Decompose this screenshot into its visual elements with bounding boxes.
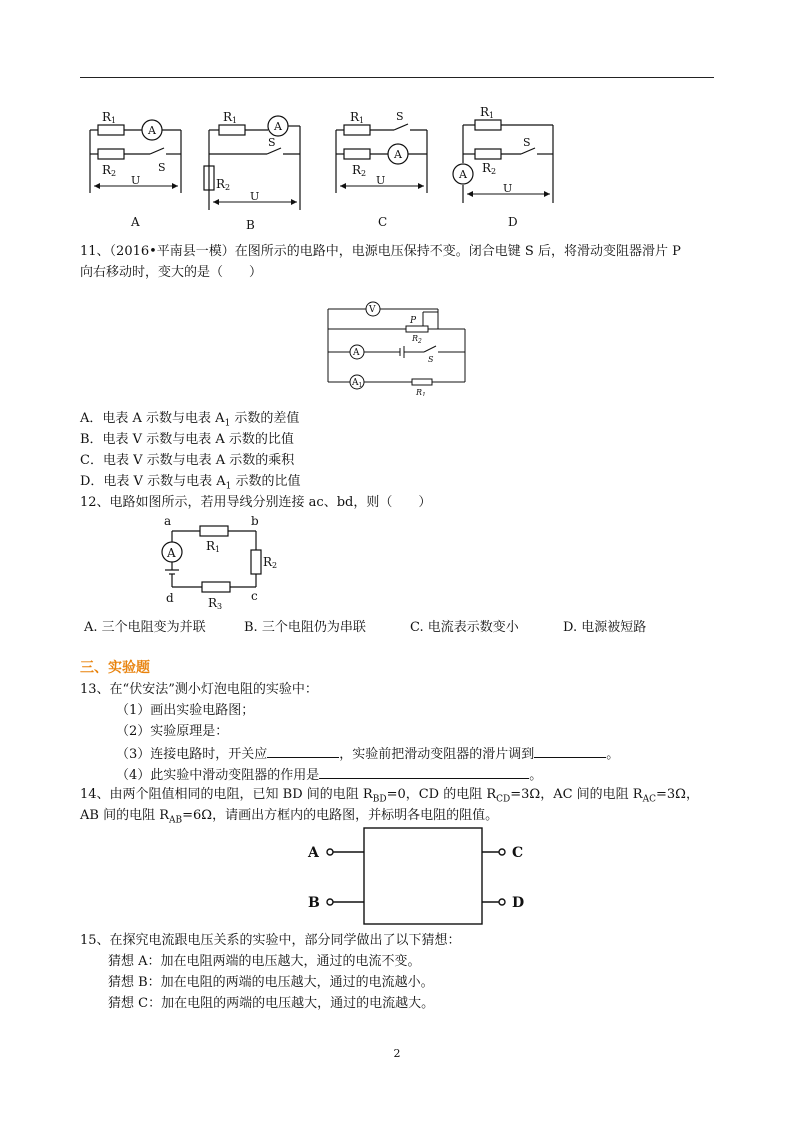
- section-title-experiment: 三、实验题: [80, 660, 150, 676]
- q15-stem: 15、在探究电流跟电压关系的实验中，部分同学做出了以下猜想：: [80, 933, 461, 948]
- q12-option-c: C. 电流表示数变小: [410, 620, 519, 635]
- q15-guess-a: 猜想 A：加在电阻两端的电压越大，通过的电流不变。: [108, 954, 421, 969]
- circuit-b-r1-label: R1: [223, 110, 238, 125]
- q12-circuit-diagram: [150, 512, 290, 616]
- circuit-d-switch-label: S: [523, 136, 531, 149]
- circuit-b-u-label: U: [250, 190, 260, 203]
- q14-terminal-c: C: [512, 845, 524, 861]
- q13-item-3: （3）连接电路时，开关应 ，实验前把滑动变阻器的滑片调到 。: [116, 744, 619, 764]
- q14-black-box: [364, 828, 482, 924]
- circuit-a-ammeter-label: A: [148, 124, 156, 137]
- q13-blank-role[interactable]: [319, 765, 529, 779]
- q11-r1-label: $R_1$: [416, 388, 426, 396]
- circuit-c-u-label: U: [376, 174, 386, 187]
- circuit-c-ammeter-label: A: [394, 148, 402, 161]
- q11-option-b: B．电表 V 示数与电表 A 示数的比值: [80, 432, 294, 447]
- q12-ammeter-label: A: [167, 546, 176, 560]
- q12-node-b: b: [251, 514, 259, 528]
- q11-r2-label: $R_2$: [412, 334, 422, 345]
- circuit-c-letter: C: [378, 215, 388, 229]
- q11-p-label: P: [410, 316, 417, 326]
- circuit-a-u-label: U: [131, 174, 141, 187]
- q14-terminal-b: B: [308, 895, 320, 911]
- q12-option-b: B. 三个电阻仍为串联: [244, 620, 366, 635]
- q12-option-a: A. 三个电阻变为并联: [84, 620, 206, 635]
- q12-r2-label: R2: [263, 555, 278, 570]
- q13-stem: 13、在“伏安法”测小灯泡电阻的实验中：: [80, 682, 318, 697]
- q14-line2: AB 间的电阻 $R_{AB}=6\Omega$，请画出方框内的电路图，并标明各电阻的阻值。: [80, 808, 499, 826]
- circuit-a-switch-label: S: [158, 161, 166, 174]
- circuit-d-r2-label: R2: [482, 161, 497, 176]
- circuit-b-letter: B: [246, 218, 255, 232]
- circuit-a-r2-label: R2: [102, 163, 117, 178]
- q11-s-label: S: [428, 355, 434, 364]
- circuit-c-r1-label: R1: [350, 110, 365, 125]
- q13-blank-slider[interactable]: [534, 744, 606, 758]
- q12-node-c: c: [251, 589, 258, 603]
- circuit-b-ammeter-label: A: [274, 120, 282, 133]
- q12-node-a: a: [164, 514, 172, 528]
- circuit-c-r2-label: R2: [352, 163, 367, 178]
- circuit-d-letter: D: [508, 215, 518, 229]
- q12-node-d: d: [166, 591, 174, 605]
- q12-r3-label: R3: [208, 596, 223, 611]
- circuit-d-u-label: U: [503, 182, 513, 195]
- circuit-b-switch-label: S: [268, 136, 276, 149]
- circuit-a-r1-label: R1: [102, 110, 117, 125]
- circuit-c-switch-label: S: [396, 110, 404, 123]
- q14-line1: 14、由两个阻值相同的电阻，已知 BD 间的电阻 $R_{BD}=0$，CD 的电阻 $R_{CD}=3\Omega$，AC 间的电阻 $R_{AC}=3\Omega$，: [80, 787, 699, 805]
- q11-a-label: A: [353, 348, 360, 358]
- q11-v-label: V: [369, 305, 376, 315]
- q11-a1-label: $A_1$: [352, 378, 363, 389]
- q13-blank-switch[interactable]: [267, 744, 339, 758]
- q11-line2: 向右移动时，变大的是（ ）: [80, 265, 263, 280]
- q14-terminal-d: D: [512, 895, 525, 911]
- top-circuits-figure: [80, 98, 570, 234]
- circuit-d-ammeter-label: A: [459, 168, 467, 181]
- q12-option-d: D. 电源被短路: [563, 620, 647, 635]
- q13-item-1: （1）画出实验电路图；: [116, 703, 255, 718]
- q13-item-4: （4）此实验中滑动变阻器的作用是 。: [116, 765, 542, 785]
- q14-terminal-a: A: [308, 845, 319, 861]
- q11-option-c: C．电表 V 示数与电表 A 示数的乘积: [80, 453, 295, 468]
- q11-option-d: D．电表 V 示数与电表 $A_1$ 示数的比值: [80, 474, 301, 492]
- q13-item-2: （2）实验原理是：: [116, 724, 229, 739]
- q11-option-a: A．电表 A 示数与电表 $A_1$ 示数的差值: [80, 411, 300, 429]
- circuit-d-r1-label: R1: [480, 105, 495, 120]
- circuit-b-r2-label: R2: [216, 177, 231, 192]
- header-rule: [80, 77, 714, 78]
- q15-guess-b: 猜想 B：加在电阻的两端的电压越大，通过的电流越小。: [108, 975, 434, 990]
- circuit-a-letter: A: [131, 215, 140, 229]
- q15-guess-c: 猜想 C：加在电阻的两端的电压越大，通过的电流越大。: [108, 996, 435, 1011]
- page-number: 2: [393, 1047, 401, 1060]
- q12-r1-label: R1: [206, 539, 221, 554]
- q11-line1: 11、（2016•平南县一模）在图所示的电路中，电源电压保持不变。闭合电键 S 后，将滑动变阻器滑片 P: [80, 244, 681, 259]
- q12-stem: 12、电路如图所示，若用导线分别连接 ac、bd，则（ ）: [80, 495, 432, 510]
- q11-circuit-diagram: [320, 296, 470, 396]
- q14-black-box-diagram: [300, 822, 540, 928]
